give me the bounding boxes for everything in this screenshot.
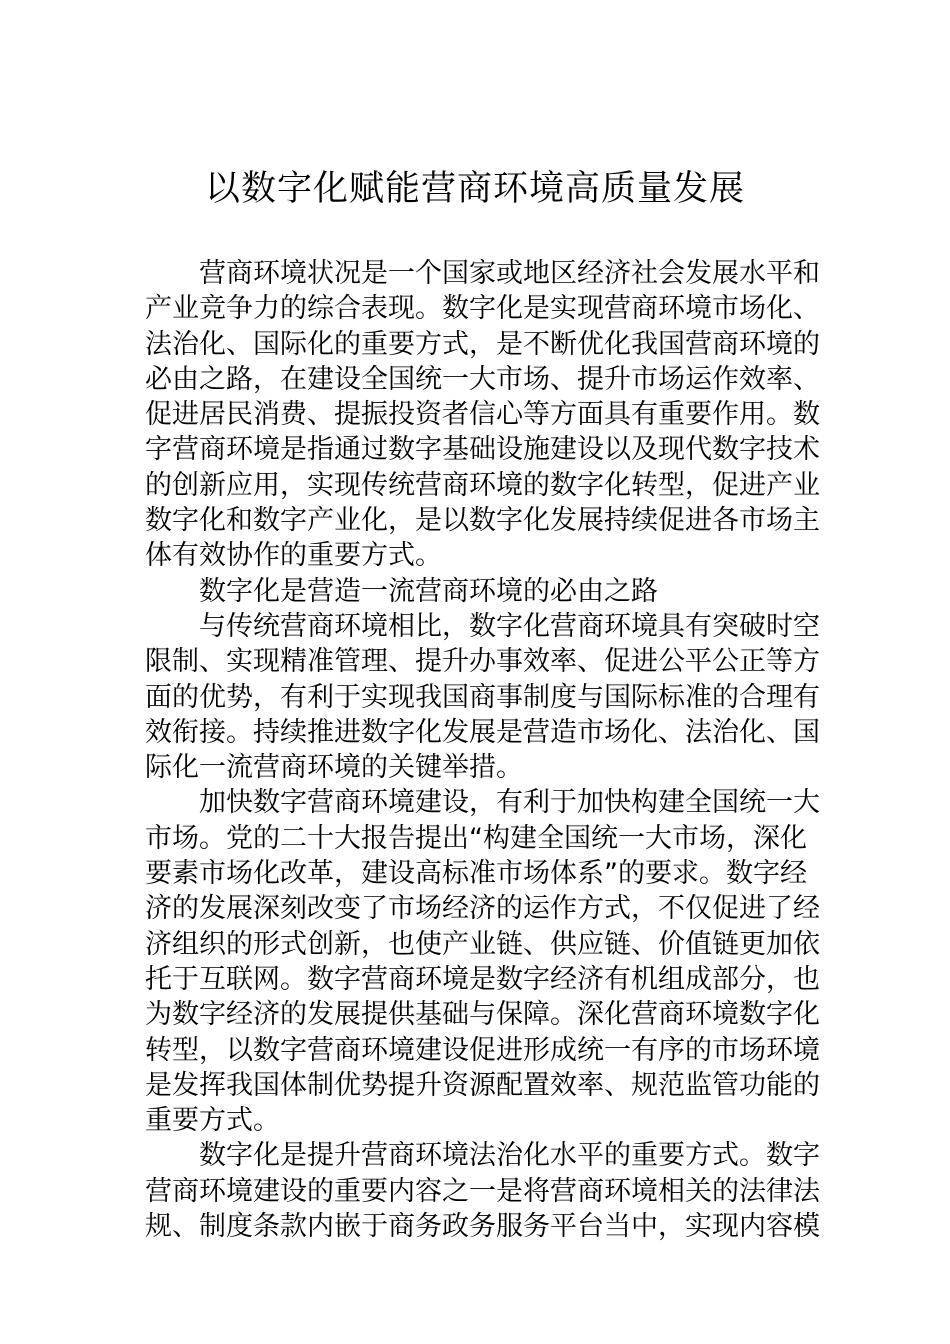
paragraph-line: 营商环境状况是一个国家或地区经济社会发展水平和 (199, 258, 820, 289)
paragraph (145, 256, 820, 574)
paragraph-line: 必由之路，在建设全国统一大市场、提升市场运作效率、 (145, 363, 820, 395)
paragraph-line: 是发挥我国体制优势提升资源配置效率、规范监管功能的 (145, 1069, 820, 1101)
paragraph-line: 济的发展深刻改变了市场经济的运作方式，不仅促进了经 (145, 893, 820, 925)
paragraph (145, 574, 806, 609)
document-body (145, 256, 820, 1244)
document-title: 以数字化赋能营商环境高质量发展 (204, 169, 745, 209)
paragraph-line: 重要方式。 (145, 1105, 280, 1137)
paragraph-line: 托于互联网。数字营商环境是数字经济有机组成部分，也 (145, 963, 820, 995)
paragraph-line: 规、制度条款内嵌于商务政务服务平台当中，实现内容模 (145, 1211, 820, 1243)
paragraph-line: 体有效协作的重要方式。 (145, 540, 442, 572)
paragraph-line: 市场。党的二十大报告提出“构建全国统一大市场，深化 (145, 822, 807, 854)
paragraph-line: 产业竞争力的综合表现。数字化是实现营商环境市场化、 (145, 293, 820, 325)
paragraph (145, 1138, 820, 1244)
paragraph-line: 字营商环境是指通过数字基础设施建设以及现代数字技术 (145, 434, 820, 466)
paragraph (145, 609, 820, 785)
paragraph-line: 要素市场化改革，建设高标准市场体系”的要求。数字经 (145, 858, 807, 890)
paragraph-line: 与传统营商环境相比，数字化营商环境具有突破时空 (199, 610, 820, 642)
paragraph-line: 济组织的形式创新，也使产业链、供应链、价值链更加依 (145, 928, 820, 960)
paragraph-line: 数字化是提升营商环境法治化水平的重要方式。数字 (199, 1140, 820, 1172)
paragraph-line: 转型，以数字营商环境建设促进形成统一有序的市场环境 (145, 1034, 820, 1066)
paragraph-line: 加快数字营商环境建设，有利于加快构建全国统一大 (199, 787, 820, 819)
paragraph-line: 促进居民消费、提振投资者信心等方面具有重要作用。数 (145, 399, 820, 431)
paragraph (145, 785, 820, 1138)
paragraph-line: 营商环境建设的重要内容之一是将营商环境相关的法律法 (145, 1175, 820, 1207)
paragraph-line: 面的优势，有利于实现我国商事制度与国际标准的合理有 (145, 681, 820, 713)
paragraph-line: 的创新应用，实现传统营商环境的数字化转型，促进产业 (145, 469, 820, 501)
paragraph-line: 际化一流营商环境的关键举措。 (145, 752, 523, 784)
paragraph-line: 数字化和数字产业化，是以数字化发展持续促进各市场主 (145, 505, 820, 537)
paragraph-line: 数字化是营造一流营商环境的必由之路 (199, 575, 658, 607)
paragraph-line: 为数字经济的发展提供基础与保障。深化营商环境数字化 (145, 999, 820, 1031)
paragraph-line: 效衔接。持续推进数字化发展是营造市场化、法治化、国 (145, 716, 820, 748)
paragraph-line: 限制、实现精准管理、提升办事效率、促进公平公正等方 (145, 646, 820, 678)
paragraph-line: 法治化、国际化的重要方式，是不断优化我国营商环境的 (145, 328, 820, 360)
